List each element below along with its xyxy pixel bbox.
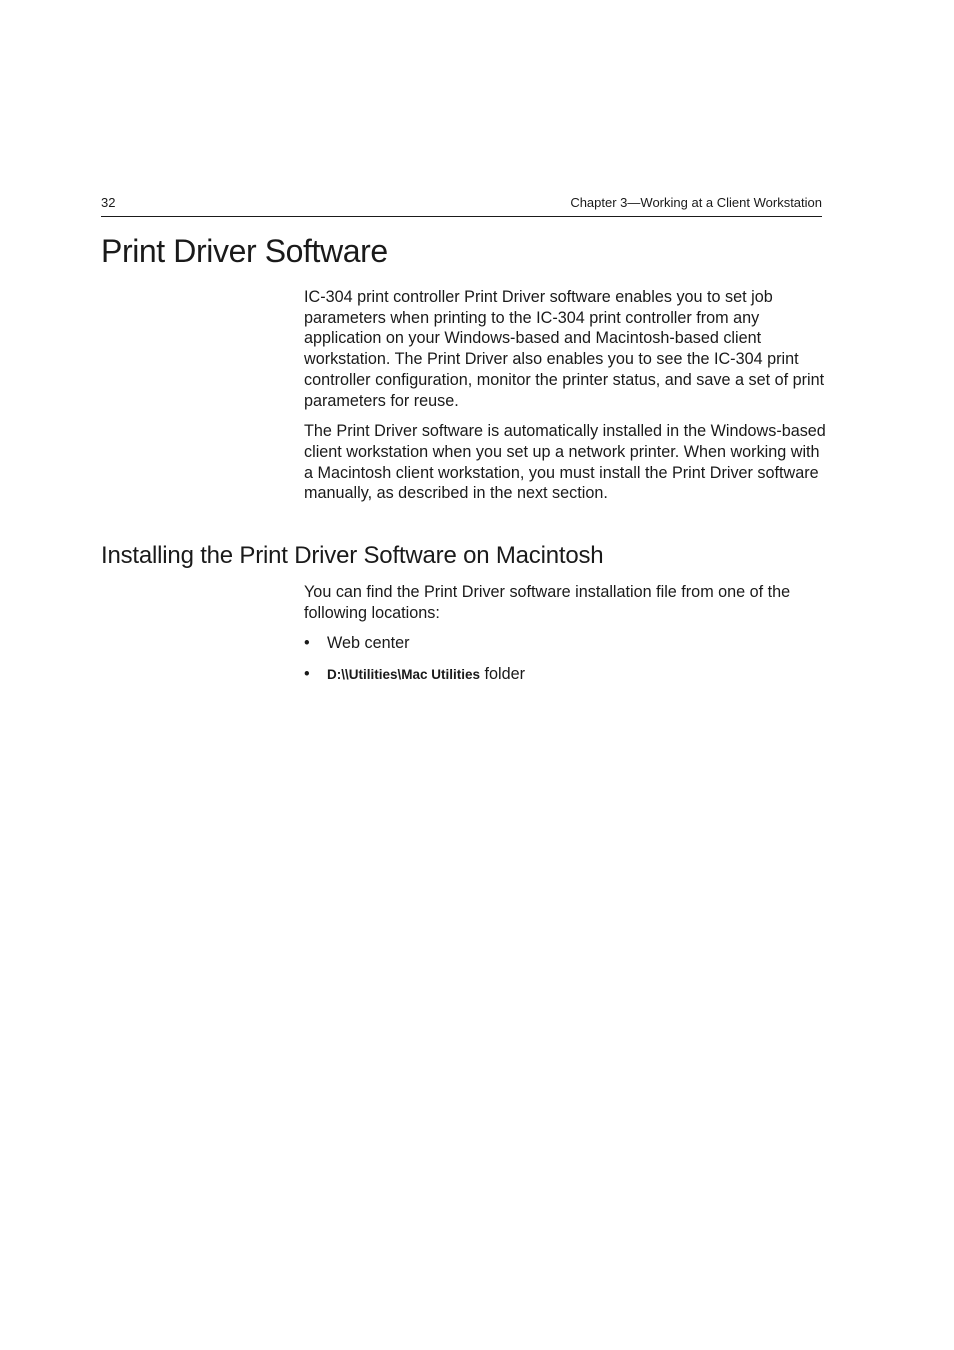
section-title: Print Driver Software <box>101 233 388 269</box>
page-number: 32 <box>101 195 116 210</box>
locations-intro: You can find the Print Driver software installation file from one of the following locations: <box>304 583 791 622</box>
bullet-icon: • <box>304 634 310 653</box>
running-header <box>101 194 822 217</box>
utilities-path: D:\\Utilities\Mac Utilities <box>327 667 481 683</box>
list-item <box>304 633 826 654</box>
chapter-title: Chapter 3—Working at a Client Workstation <box>570 195 822 210</box>
folder-suffix: folder <box>480 665 526 684</box>
bullet-icon: • <box>304 665 310 684</box>
install-note-paragraph: The Print Driver software is automatically installed in the Windows-based client workstation when you set up a network printer. When working with a Macintosh client workstation, you must install the Print Driver software manually, as described in the next section. <box>304 422 826 503</box>
location-web-center: Web center <box>327 634 410 653</box>
installation-locations <box>304 582 826 695</box>
intro-text <box>304 287 826 514</box>
location-list <box>304 633 826 685</box>
subsection-title: Installing the Print Driver Software on Macintosh <box>101 542 604 569</box>
intro-paragraph: IC-304 print controller Print Driver software enables you to set job parameters when printing to the IC-304 print controller from any application on your Windows-based and Macintosh-based client workstation. The Print Driver also enables you to see the IC-304 print controller configuration, monitor the printer status, and save a set of print parameters for reuse. <box>304 288 825 410</box>
list-item <box>304 664 826 685</box>
